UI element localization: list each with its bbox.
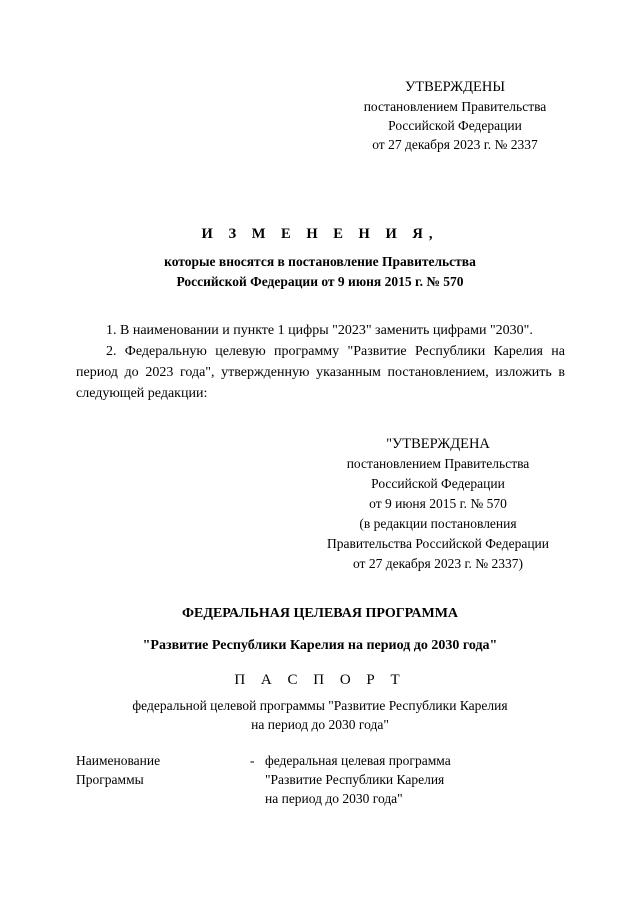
field-dash: - [250,753,255,768]
passport-field-value [265,751,565,808]
program-approval-line: от 27 декабря 2023 г. № 2337) [352,556,524,571]
field-value-line: "Развитие Республики Карелия [265,772,445,787]
program-approval-title: "УТВЕРЖДЕНА [386,436,490,452]
change-item: 2. Федеральную целевую программу "Развитие Республики Карелия на период до 2023 года", утвержденную указанным постановлением, изложить в следующей редакции: [76,344,565,401]
passport-heading: П А С П О Р Т [234,672,406,688]
field-value-line: на период до 2030 года" [265,791,403,806]
program-name: "Развитие Республики Карелия на период до 2030 года" [142,638,498,653]
approval-title: УТВЕРЖДЕНЫ [404,79,506,95]
changes-heading: И З М Е Н Е Н И Я, [201,226,439,242]
approval-date: от 27 декабря 2023 г. № 2337 [372,137,538,152]
program-heading: ФЕДЕРАЛЬНАЯ ЦЕЛЕВАЯ ПРОГРАММА [181,606,459,621]
changes-body [76,320,565,404]
approval-line: постановлением Правительства [363,99,547,114]
changes-subheading-line: которые вносятся в постановление Правительства [164,254,476,269]
program-approval-stamp [312,434,564,574]
changes-subheading [0,252,640,292]
field-label-line: Наименование [76,753,161,768]
passport-subheading-line: на период до 2030 года" [251,717,389,732]
changes-subheading-line: Российской Федерации от 9 июня 2015 г. № 570 [176,274,464,289]
field-label-line: Программы [76,772,144,787]
passport-subheading [0,696,640,734]
passport-field-label [76,751,236,789]
approval-stamp [340,78,570,154]
field-value-line: федеральная целевая программа [265,753,451,768]
passport-subheading-line: федеральной целевой программы "Развитие Республики Карелия [132,698,508,713]
program-approval-line: Правительства Российской Федерации [327,536,549,551]
program-approval-line: (в редакции постановления [359,516,517,531]
program-approval-line: Российской Федерации [371,476,505,491]
approval-line: Российской Федерации [388,118,522,133]
program-approval-line: от 9 июня 2015 г. № 570 [369,496,507,511]
program-approval-line: постановлением Правительства [346,456,530,471]
change-item: 1. В наименовании и пункте 1 цифры "2023" заменить цифрами "2030". [106,323,533,338]
